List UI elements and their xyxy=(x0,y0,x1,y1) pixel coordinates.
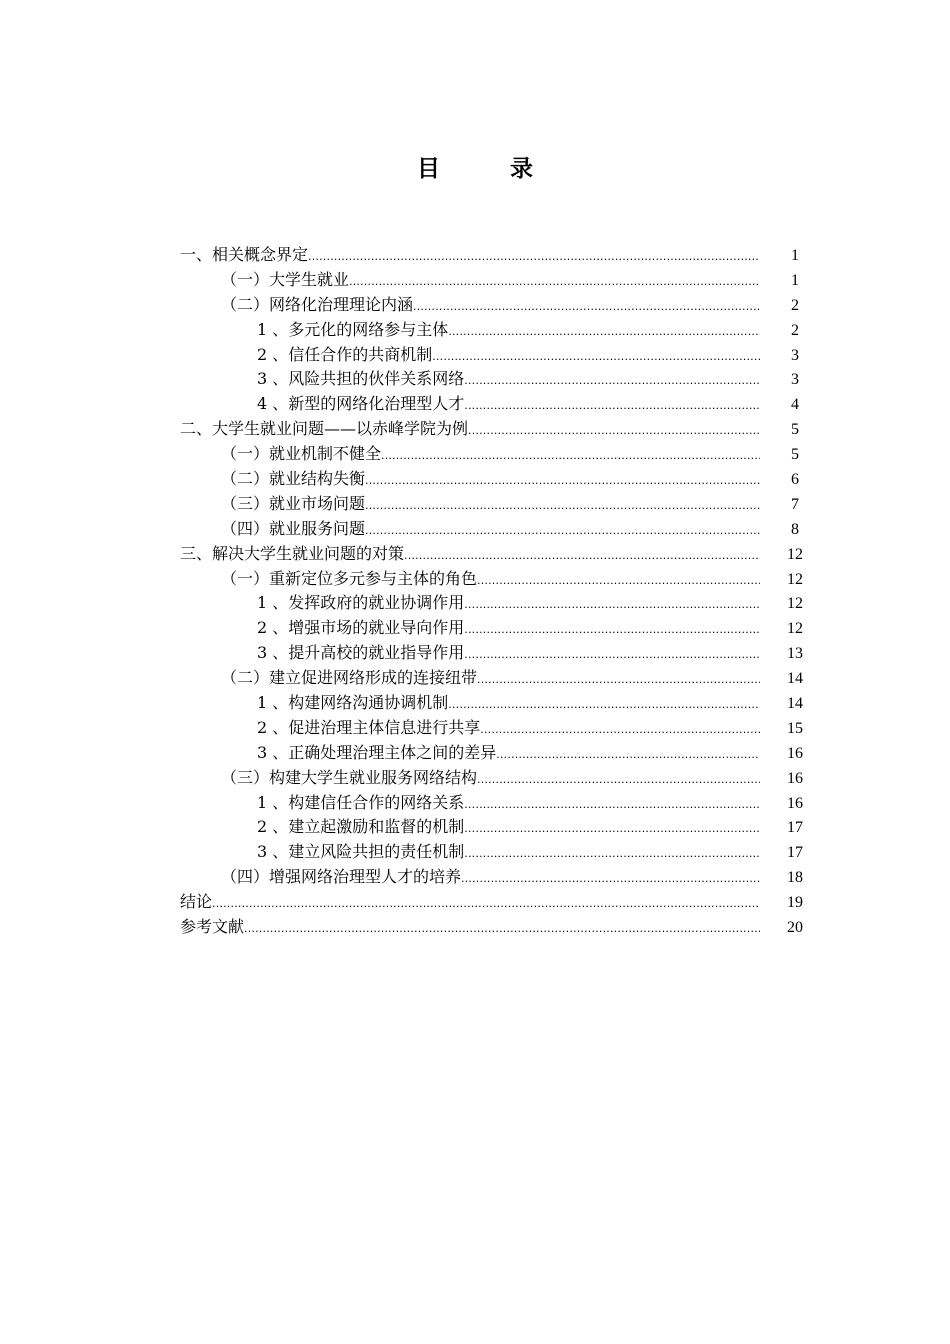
toc-entry-label: 3 、正确处理治理主体之间的差异 xyxy=(257,742,497,762)
toc-entry[interactable] xyxy=(180,567,811,592)
toc-entry-label: 一、相关概念界定 xyxy=(180,245,309,264)
toc-entry-page: 2 xyxy=(791,321,799,339)
toc-entry-label: 1 、多元化的网络参与主体 xyxy=(257,319,449,339)
dot-leader xyxy=(464,593,760,618)
toc-entry[interactable] xyxy=(180,591,811,616)
dot-leader xyxy=(404,544,760,569)
toc-entry[interactable] xyxy=(180,716,811,741)
toc-entry[interactable] xyxy=(180,367,811,392)
dot-leader xyxy=(365,494,760,519)
toc-entry[interactable] xyxy=(180,890,811,915)
toc-entry-page: 12 xyxy=(787,595,803,613)
dot-leader xyxy=(448,320,760,345)
dot-leader xyxy=(464,643,760,668)
toc-title-char-2: 录 xyxy=(510,156,533,182)
toc-entry-label: （二）网络化治理理论内涵 xyxy=(221,294,414,314)
toc-entry-label: 1 、发挥政府的就业协调作用 xyxy=(257,593,465,613)
toc-entry-label: （四）增强网络治理型人才的培养 xyxy=(221,867,462,887)
toc-entry[interactable] xyxy=(180,517,811,542)
dot-leader xyxy=(365,519,760,544)
dot-leader xyxy=(464,793,760,818)
toc-entry-page: 14 xyxy=(787,670,803,688)
dot-leader xyxy=(464,618,760,643)
toc-entry[interactable] xyxy=(180,343,811,368)
toc-entry-page: 13 xyxy=(787,645,803,663)
toc-entry-label: 2 、建立起激励和监督的机制 xyxy=(257,817,465,837)
toc-entry-page: 17 xyxy=(787,844,803,862)
toc-entry-label: 1 、构建网络沟通协调机制 xyxy=(257,693,449,713)
toc-entry-page: 12 xyxy=(787,570,803,588)
toc-entry-page: 15 xyxy=(787,719,803,737)
toc-entry[interactable] xyxy=(180,915,811,940)
toc-entry[interactable] xyxy=(180,791,811,816)
toc-entry[interactable] xyxy=(180,268,811,293)
dot-leader xyxy=(308,245,760,270)
toc-entry-label: （二）建立促进网络形成的连接纽带 xyxy=(221,668,478,688)
toc-entry-label: 1 、构建信任合作的网络关系 xyxy=(257,792,465,812)
toc-entry-page: 1 xyxy=(791,271,799,289)
toc-entry-page: 20 xyxy=(787,919,803,937)
dot-leader xyxy=(365,469,760,494)
toc-entry-label: 二、大学生就业问题——以赤峰学院为例 xyxy=(180,419,469,439)
dot-leader xyxy=(464,369,760,394)
toc-entry[interactable] xyxy=(180,392,811,417)
dot-leader xyxy=(448,693,760,718)
dot-leader xyxy=(464,842,760,867)
toc-entry-page: 1 xyxy=(791,247,799,264)
toc-entry-page: 17 xyxy=(787,819,803,837)
toc-entry-page: 5 xyxy=(791,421,799,439)
dot-leader xyxy=(413,295,760,320)
toc-entry-label: 3 、提升高校的就业指导作用 xyxy=(257,643,465,663)
toc-entry-label: （四）就业服务问题 xyxy=(221,518,366,538)
toc-entry-label: 结论 xyxy=(180,892,213,912)
dot-leader xyxy=(461,867,760,892)
toc-entry-page: 3 xyxy=(791,346,799,364)
toc-entry-page: 8 xyxy=(791,520,799,538)
toc-entry-page: 16 xyxy=(787,769,803,787)
dot-leader xyxy=(349,270,760,295)
toc-entry-page: 4 xyxy=(791,396,799,414)
toc-entry-label: 三、解决大学生就业问题的对策 xyxy=(180,543,405,563)
toc-entry-page: 16 xyxy=(787,794,803,812)
dot-leader xyxy=(477,569,760,594)
toc-entry[interactable] xyxy=(180,741,811,766)
dot-leader xyxy=(381,444,760,469)
toc-entry[interactable] xyxy=(180,616,811,641)
toc-entry-page: 7 xyxy=(791,495,799,513)
table-of-contents xyxy=(180,243,811,940)
toc-entry[interactable] xyxy=(180,766,811,791)
toc-entry-label: 3 、风险共担的伙伴关系网络 xyxy=(257,369,465,389)
toc-entry[interactable] xyxy=(180,467,811,492)
toc-entry-label: 2 、增强市场的就业导向作用 xyxy=(257,618,465,638)
dot-leader xyxy=(432,345,760,370)
toc-entry[interactable] xyxy=(180,865,811,890)
toc-entry-page: 6 xyxy=(791,471,799,489)
toc-entry-page: 3 xyxy=(791,371,799,389)
dot-leader xyxy=(244,917,760,942)
toc-entry-label: （二）就业结构失衡 xyxy=(221,469,366,489)
toc-entry-label: （一）就业机制不健全 xyxy=(221,444,382,464)
dot-leader xyxy=(496,743,760,768)
toc-entry-label: （三）就业市场问题 xyxy=(221,493,366,513)
toc-entry-page: 16 xyxy=(787,744,803,762)
toc-title-char-1: 目 xyxy=(417,156,440,182)
toc-entry-page: 14 xyxy=(787,695,803,713)
toc-entry-label: （三）构建大学生就业服务网络结构 xyxy=(221,767,478,787)
toc-entry[interactable] xyxy=(180,293,811,318)
dot-leader xyxy=(477,668,760,693)
toc-entry[interactable] xyxy=(180,318,811,343)
toc-entry-page: 19 xyxy=(787,894,803,912)
toc-entry-label: 2 、信任合作的共商机制 xyxy=(257,344,433,364)
toc-entry[interactable] xyxy=(180,417,811,442)
dot-leader xyxy=(477,768,760,793)
dot-leader xyxy=(212,892,760,917)
toc-entry[interactable] xyxy=(180,840,811,865)
toc-entry-label: 3 、建立风险共担的责任机制 xyxy=(257,842,465,862)
toc-title xyxy=(0,150,950,183)
toc-entry-page: 12 xyxy=(787,620,803,638)
toc-entry[interactable] xyxy=(180,243,811,268)
toc-entry-label: 参考文献 xyxy=(180,917,245,937)
toc-entry[interactable] xyxy=(180,641,811,666)
toc-entry[interactable] xyxy=(180,666,811,691)
dot-leader xyxy=(464,394,760,419)
toc-entry[interactable] xyxy=(180,442,811,467)
toc-entry-label: （一）重新定位多元参与主体的角色 xyxy=(221,568,478,588)
toc-entry[interactable] xyxy=(180,542,811,567)
toc-entry-label: （一）大学生就业 xyxy=(221,269,350,289)
toc-entry-page: 18 xyxy=(787,869,803,887)
toc-entry-label: 4 、新型的网络化治理型人才 xyxy=(257,394,465,414)
dot-leader xyxy=(464,817,760,842)
toc-entry[interactable] xyxy=(180,815,811,840)
toc-entry[interactable] xyxy=(180,691,811,716)
toc-entry-page: 2 xyxy=(791,296,799,314)
toc-entry-page: 12 xyxy=(787,545,803,563)
toc-entry-page: 5 xyxy=(791,446,799,464)
toc-entry[interactable] xyxy=(180,492,811,517)
dot-leader xyxy=(468,419,760,444)
toc-entry-label: 2 、促进治理主体信息进行共享 xyxy=(257,717,481,737)
dot-leader xyxy=(480,718,760,743)
